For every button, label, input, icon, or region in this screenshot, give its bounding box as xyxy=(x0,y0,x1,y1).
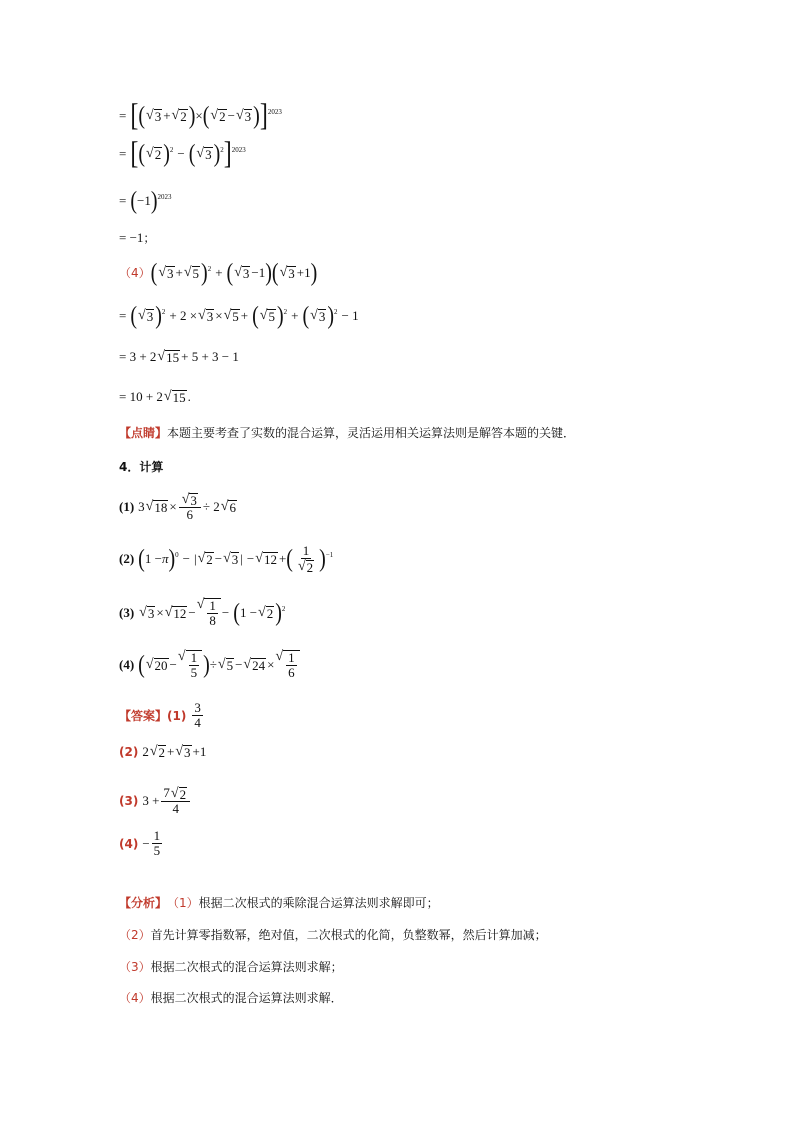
problem-item-4: (4) ( √ 20 − √ $\frac{1}{5}$ ) ÷ √ 5 − √ 24 × √ $\frac{1}{6}$ xyxy=(119,650,301,680)
problem-item-3: (3) √ 3 × √ 12 − √ $\frac{1}{8}$ − ( 1 − √ 2 ) $^2$ xyxy=(119,597,286,628)
dianjing-tag: 【点睛】 xyxy=(119,426,168,440)
analysis-tag: 【分析】 xyxy=(119,896,168,910)
answer-item-3: (3) 3 + 7 √ 2 4 xyxy=(119,786,192,816)
answer-item-3-label: (3) xyxy=(119,794,139,808)
problem-title: 4．计算 xyxy=(119,460,164,474)
answer-item-1-label: (1) xyxy=(167,708,187,723)
analysis-line-4: （4） 根据二次根式的混合运算法则求解． xyxy=(119,991,343,1005)
answer-item-4-label: (4) xyxy=(119,836,139,851)
calc-line-1: = [ ( √ 3 + √ 2 ) × ( √ 2 − √ 3 ) ] $^{2023}$ xyxy=(119,99,282,133)
calc-line-3: = ( −1 ) $^{2023}$ xyxy=(119,187,172,215)
part4-label: （4） xyxy=(119,266,151,280)
problem-item-1: (1) 3 √ 18 × √ 3 6 ÷ 2 √ 6 xyxy=(119,492,236,522)
problem-item-1-label: (1) xyxy=(119,499,135,514)
problem-item-4-label: (4) xyxy=(119,657,135,672)
part4-line-4: = 10 + 2 √ 15 . xyxy=(119,389,191,405)
problem-item-2: (2) ( 1 − π ) $^0$ − | √ 2 − √ 3 | − √ 12 + ( 1 √ 2 ) $^{-1}$ xyxy=(119,543,334,575)
answer-item-1: 【答案】 (1) $\frac{3}{4}$ xyxy=(119,700,201,730)
dianjing-line xyxy=(119,425,575,441)
problem-item-2-label: (2) xyxy=(119,551,135,566)
dianjing-text: 本题主要考查了实数的混合运算，灵活运用相关运算法则是解答本题的关键． xyxy=(167,426,576,440)
calc-line-4: = −1 ； xyxy=(119,230,156,245)
analysis-line-2: （2） 首先计算零指数幂，绝对值，二次根式的化简，负整数幂，然后计算加减； xyxy=(119,928,547,942)
analysis-line-3: （3） 根据二次根式的混合运算法则求解； xyxy=(119,960,343,974)
problem-item-3-label: (3) xyxy=(119,605,135,620)
answer-tag: 【答案】 xyxy=(119,708,168,723)
answer-item-4: (4) − $\frac{1}{5}$ xyxy=(119,828,161,858)
part4-line-2: = ( √ 3 ) $^2$ + 2 × √ 3 × √ 5 + ( √ 5 ) $^2$ + ( √ 3 ) $^2$ − 1 xyxy=(119,302,359,330)
part4-line-1: （4） ( √ 3 + √ 5 ) $^2$ + ( √ 3 −1 ) ( √ 3 +1 ) xyxy=(119,259,318,287)
calc-line-2: = [ ( √ 2 ) $^2$ − ( √ 3 ) $^2$ ] $^{2023}$ xyxy=(119,137,246,171)
answer-item-2: (2) 2 √ 2 + √ 3 +1 xyxy=(119,744,207,760)
part4-line-3: = 3 + 2 √ 15 + 5 + 3 − 1 xyxy=(119,349,239,365)
analysis-line-1: 【分析】 （1） 根据二次根式的乘除混合运算法则求解即可； xyxy=(119,896,439,910)
answer-item-2-label: (2) xyxy=(119,745,139,759)
